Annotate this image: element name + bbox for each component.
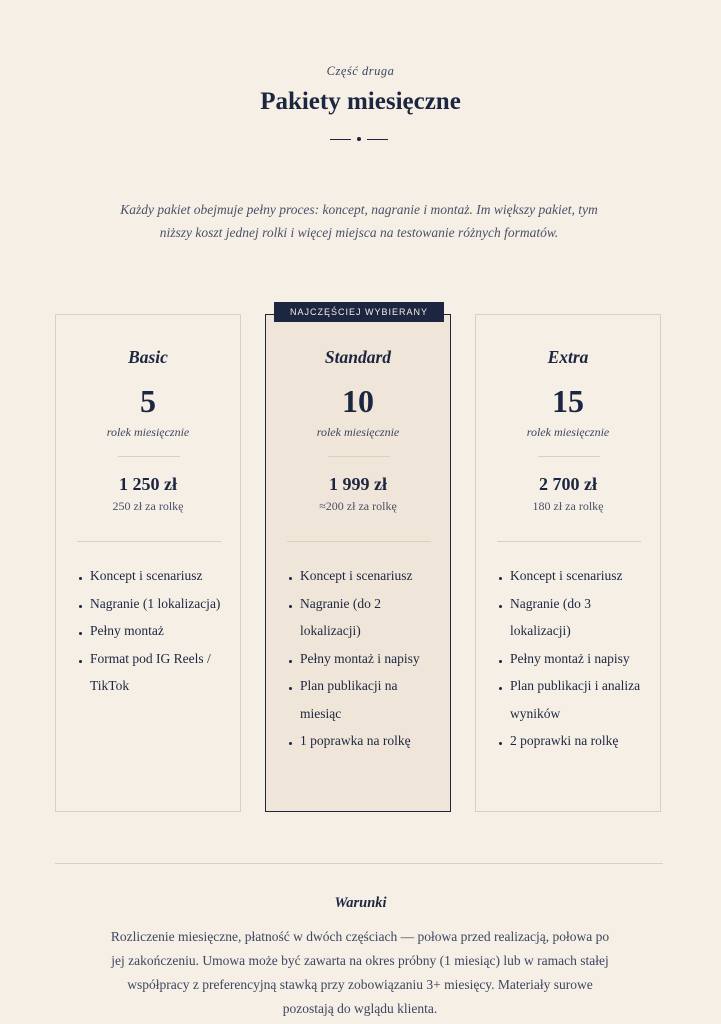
divider xyxy=(497,541,641,542)
feature-item: Pełny montaż i napisy xyxy=(497,645,647,673)
package-price: 1 250 zł xyxy=(119,474,177,494)
feature-item: 1 poprawka na rolkę xyxy=(287,727,437,755)
terms-title: Warunki xyxy=(334,895,387,911)
section-divider xyxy=(55,863,663,864)
divider xyxy=(118,456,180,457)
package-reel-count: 5 xyxy=(140,383,156,419)
feature-item: Koncept i scenariusz xyxy=(287,562,437,590)
package-name: Basic xyxy=(128,347,168,367)
divider xyxy=(328,456,390,457)
feature-item: Pełny montaż xyxy=(77,617,227,645)
feature-list xyxy=(287,562,437,755)
package-count-label: rolek miesięcznie xyxy=(106,425,190,439)
section-eyebrow: Część druga xyxy=(326,64,395,78)
feature-item: Format pod IG Reels / TikTok xyxy=(77,645,227,700)
package-price: 2 700 zł xyxy=(539,474,597,494)
feature-item: Nagranie (do 2 lokalizacji) xyxy=(287,590,437,645)
package-count-label: rolek miesięcznie xyxy=(526,425,610,439)
feature-item: Pełny montaż i napisy xyxy=(287,645,437,673)
package-reel-count: 10 xyxy=(342,383,374,419)
package-name: Extra xyxy=(547,347,589,367)
package-reel-count: 15 xyxy=(552,383,584,419)
feature-item: Nagranie (1 lokalizacja) xyxy=(77,590,227,618)
page-title: Pakiety miesięczne xyxy=(260,88,461,115)
divider xyxy=(538,456,600,457)
package-per-reel-price: ≈200 zł za rolkę xyxy=(319,499,397,513)
terms-text: Rozliczenie miesięczne, płatność w dwóch częściach — połowa przed realizacją, połowa po jej zakończeniu. Umowa może być zawarta na okres próbny (1 miesiąc) lub w ramach stałej współpracy z preferencyjną stawką przy zobowiązaniu 3+ miesięcy. Materiały surowe pozostają do wglądu klienta. xyxy=(110,929,610,1016)
feature-item: Plan publikacji i analiza wyników xyxy=(497,672,647,727)
package-per-reel-price: 180 zł za rolkę xyxy=(532,499,604,513)
feature-list xyxy=(497,562,647,755)
package-name: Standard xyxy=(324,347,392,367)
package-card-basic xyxy=(55,314,241,812)
feature-item: 2 poprawki na rolkę xyxy=(497,727,647,755)
package-count-label: rolek miesięcznie xyxy=(316,425,400,439)
feature-list xyxy=(77,562,227,700)
feature-item: Koncept i scenariusz xyxy=(77,562,227,590)
feature-item: Koncept i scenariusz xyxy=(497,562,647,590)
feature-item: Nagranie (do 3 lokalizacji) xyxy=(497,590,647,645)
title-ornament xyxy=(330,133,388,145)
intro-paragraph: Każdy pakiet obejmuje pełny proces: koncept, nagranie i montaż. Im większy pakiet, tym niższy koszt jednej rolki i więcej miejsca na testowanie różnych formatów. xyxy=(120,202,598,240)
package-per-reel-price: 250 zł za rolkę xyxy=(112,499,184,513)
package-card-standard xyxy=(265,314,451,812)
feature-item: Plan publikacji na miesiąc xyxy=(287,672,437,727)
package-price: 1 999 zł xyxy=(329,474,387,494)
package-card-extra xyxy=(475,314,661,812)
divider xyxy=(77,541,221,542)
most-popular-badge: NAJCZĘŚCIEJ WYBIERANY xyxy=(274,302,444,322)
divider xyxy=(287,541,431,542)
